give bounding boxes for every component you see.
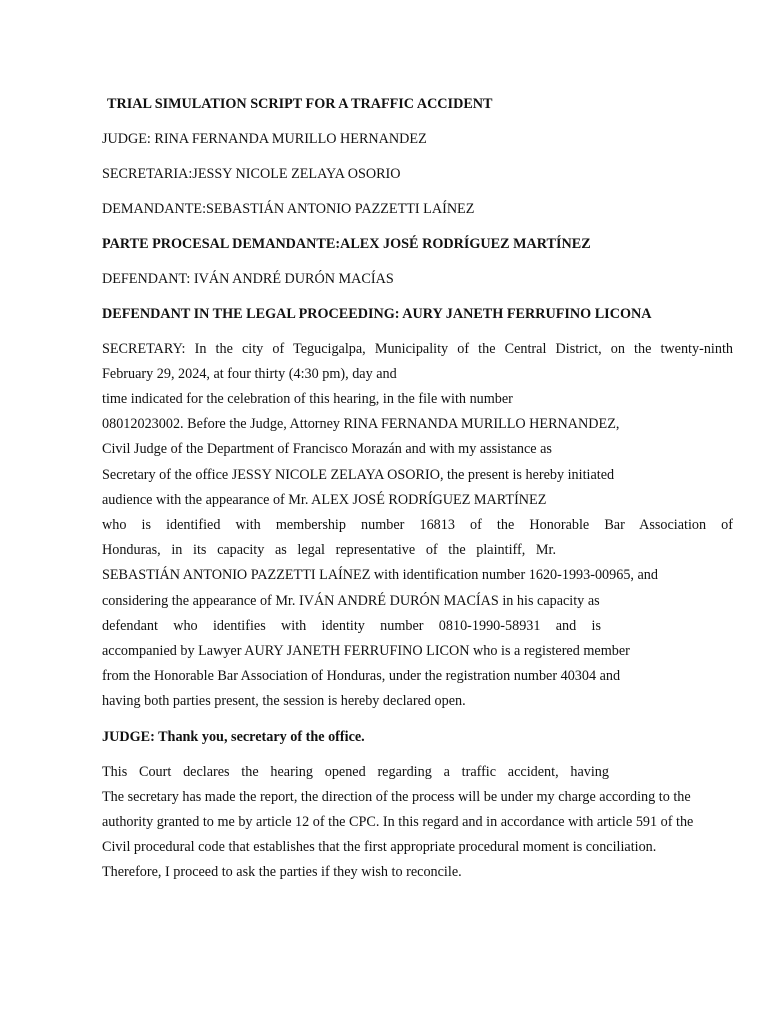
demandante-line: DEMANDANTE:SEBASTIÁN ANTONIO PAZZETTI LAÍNEZ <box>102 201 475 217</box>
judge-line: JUDGE: RINA FERNANDA MURILLO HERNANDEZ <box>102 131 427 147</box>
secretary-paragraph-line: considering the appearance of Mr. IVÁN ANDRÉ DURÓN MACÍAS in his capacity as <box>102 593 600 609</box>
secretary-paragraph-line: SEBASTIÁN ANTONIO PAZZETTI LAÍNEZ with identification number 1620-1993-00965, and <box>102 567 658 583</box>
secretary-paragraph-line: SECRETARY: In the city of Tegucigalpa, Municipality of the Central District, on the twenty-ninth <box>102 341 733 357</box>
secretary-paragraph-line: Secretary of the office JESSY NICOLE ZELAYA OSORIO, the present is hereby initiated <box>102 467 615 483</box>
secretary-paragraph-line: having both parties present, the session is hereby declared open. <box>102 693 466 709</box>
secretary-paragraph-line: accompanied by Lawyer AURY JANETH FERRUFINO LICON who is a registered member <box>102 643 630 659</box>
secretary-paragraph-line: who is identified with membership number 16813 of the Honorable Bar Association of <box>102 517 733 533</box>
defendant-line: DEFENDANT: IVÁN ANDRÉ DURÓN MACÍAS <box>102 271 394 287</box>
secretary-paragraph-line: from the Honorable Bar Association of Honduras, under the registration number 40304 and <box>102 668 621 684</box>
secretary-paragraph-line: time indicated for the celebration of this hearing, in the file with number <box>102 391 513 407</box>
secretary-paragraph-line: February 29, 2024, at four thirty (4:30 pm), day and <box>102 366 397 382</box>
secretary-paragraph-line: Civil Judge of the Department of Francisco Morazán and with my assistance as <box>102 441 552 457</box>
court-paragraph-line: Therefore, I proceed to ask the parties if they wish to reconcile. <box>102 864 462 880</box>
defendant-legal-line: DEFENDANT IN THE LEGAL PROCEEDING: AURY JANETH FERRUFINO LICONA <box>102 306 652 322</box>
secretary-paragraph-line: Honduras, in its capacity as legal representative of the plaintiff, Mr. <box>102 542 556 558</box>
secretary-paragraph-line: audience with the appearance of Mr. ALEX JOSÉ RODRÍGUEZ MARTÍNEZ <box>102 492 547 508</box>
judge-thanks-line: JUDGE: Thank you, secretary of the office. <box>102 729 365 745</box>
court-paragraph-line: The secretary has made the report, the direction of the process will be under my charge according to the <box>102 789 691 805</box>
secretary-paragraph-line: defendant who identifies with identity number 0810-1990-58931 and is <box>102 618 601 634</box>
court-paragraph-line: authority granted to me by article 12 of the CPC. In this regard and in accordance with article 591 of the <box>102 814 694 830</box>
document-title: TRIAL SIMULATION SCRIPT FOR A TRAFFIC ACCIDENT <box>107 96 493 112</box>
parte-procesal-demandante-line: PARTE PROCESAL DEMANDANTE:ALEX JOSÉ RODRÍGUEZ MARTÍNEZ <box>102 236 591 252</box>
court-paragraph-line: Civil procedural code that establishes that the first appropriate procedural moment is conciliation. <box>102 839 657 855</box>
court-paragraph-line: This Court declares the hearing opened regarding a traffic accident, having <box>102 764 609 780</box>
secretary-paragraph-line: 08012023002. Before the Judge, Attorney RINA FERNANDA MURILLO HERNANDEZ, <box>102 416 620 432</box>
secretaria-line: SECRETARIA:JESSY NICOLE ZELAYA OSORIO <box>102 166 401 182</box>
